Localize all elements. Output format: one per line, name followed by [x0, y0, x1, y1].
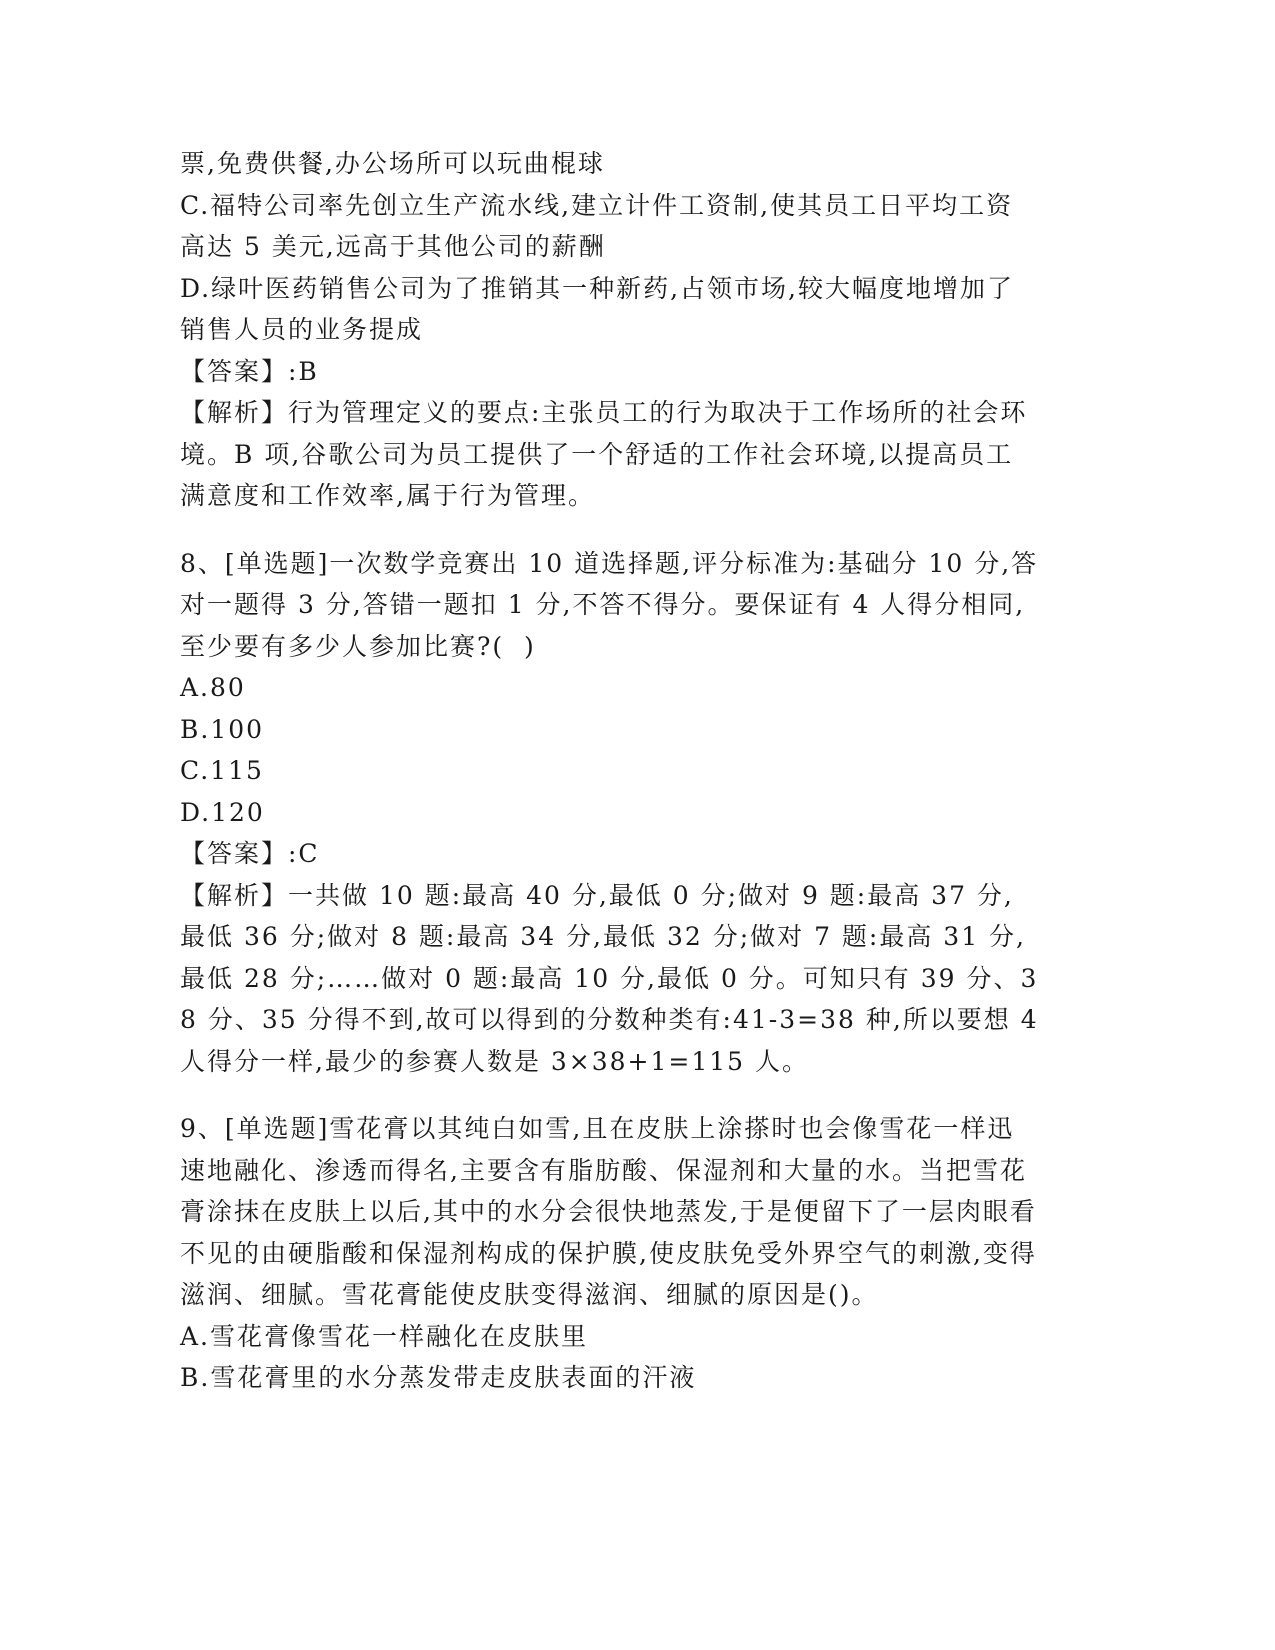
spacer — [180, 517, 1040, 543]
q8-option-a: A.80 — [180, 673, 246, 702]
page-content — [180, 143, 1049, 1399]
q8-option-d: D.120 — [180, 797, 265, 827]
prev-answer: 【答案】:B — [180, 356, 319, 386]
q8-stem: 8、[单选题]一次数学竞赛出 10 道选择题,评分标准为:基础分 10 分,答对一题得 3 分,答错一题扣 1 分,不答不得分。要保证有 4 人得分相同,至少要有多少人参加比赛?( ) — [180, 548, 1039, 661]
q8-answer: 【答案】:C — [180, 839, 320, 868]
q8-option-c: C.115 — [180, 756, 264, 785]
q9-option-a: A.雪花膏像雪花一样融化在皮肤里 — [180, 1321, 589, 1351]
q9-option-b: B.雪花膏里的水分蒸发带走皮肤表面的汗液 — [180, 1363, 697, 1392]
spacer — [180, 1082, 1040, 1108]
prev-analysis: 【解析】行为管理定义的要点:主张员工的行为取决于工作场所的社会环境。B 项,谷歌公司为员工提供了一个舒适的工作社会环境,以提高员工满意度和工作效率,属于行为管理。 — [180, 398, 1028, 510]
q8-analysis: 【解析】一共做 10 题:最高 40 分,最低 0 分;做对 9 题:最高 37 分,最低 36 分;做对 8 题:最高 34 分,最低 32 分;做对 7 题:最高 31 分,最低 28 分;……做对 0 题:最高 10 分,最低 0 分。可知只有 39 分、38 分、35 分得不到,故可以得到的分数种类有:41-3=38 种,所以要想 4 人得分一样,最少的参赛人数是 3×38+1=115 人。 — [180, 880, 1049, 1076]
prev-option-d: D.绿叶医药销售公司为了推销其一种新药,占领市场,较大幅度地增加了销售人员的业务提成 — [180, 273, 1014, 344]
q8-option-b: B.100 — [180, 714, 265, 744]
prev-option-c: C.福特公司率先创立生产流水线,建立计件工资制,使其员工日平均工资高达 5 美元,远高于其他公司的薪酬 — [180, 190, 1014, 261]
q9-stem: 9、[单选题]雪花膏以其纯白如雪,且在皮肤上涂搽时也会像雪花一样迅速地融化、渗透而得名,主要含有脂肪酸、保湿剂和大量的水。当把雪花膏涂抹在皮肤上以后,其中的水分会很快地蒸发,于是便留下了一层肉眼看不见的由硬脂酸和保湿剂构成的保护膜,使皮肤免受外界空气的刺激,变得滋润、细腻。雪花膏能使皮肤变得滋润、细腻的原因是()。 — [180, 1114, 1037, 1309]
prev-option-b-tail: 票,免费供餐,办公场所可以玩曲棍球 — [180, 149, 605, 178]
